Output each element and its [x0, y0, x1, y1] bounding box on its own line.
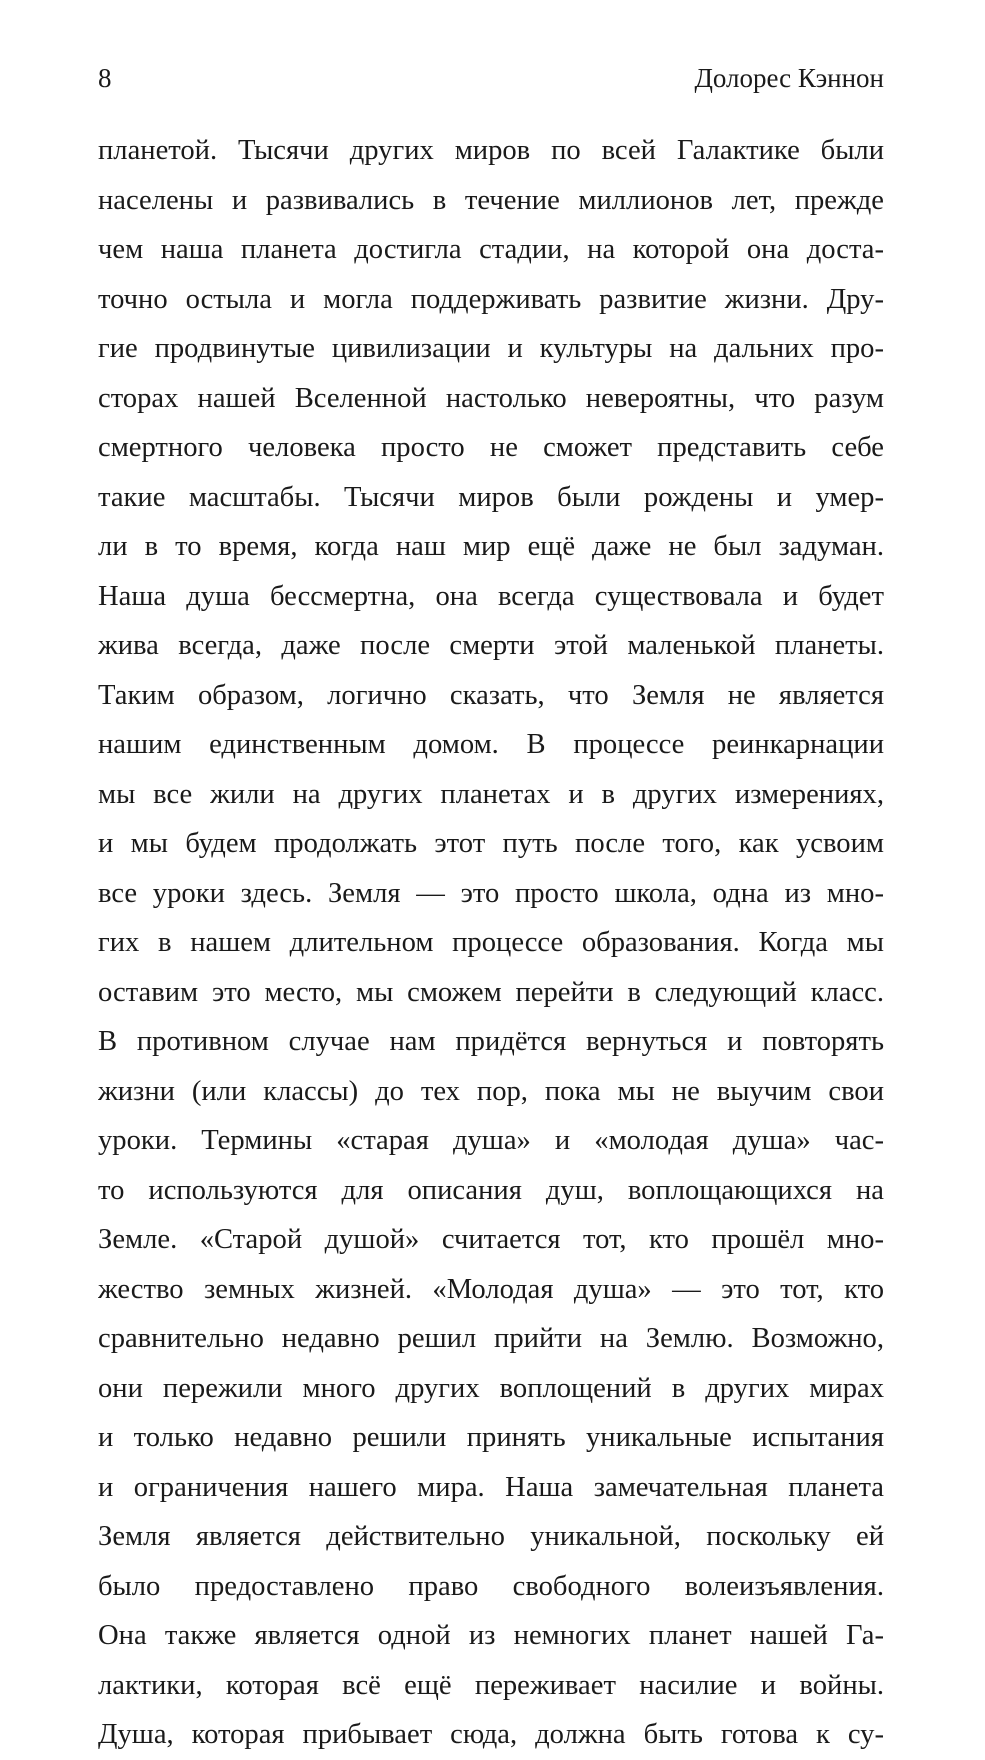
- text-line: Душа, которая прибывает сюда, должна быть готова к су-: [98, 1719, 884, 1750]
- text-line: все уроки здесь. Земля — это просто школа, одна из мно-: [98, 877, 884, 909]
- text-line: лактики, которая всё ещё переживает насилие и войны.: [98, 1669, 884, 1701]
- text-line: гих в нашем длительном процессе образования. Когда мы: [98, 927, 884, 958]
- text-line: смертного человека просто не сможет представить себе: [98, 432, 884, 463]
- text-line: Наша душа бессмертна, она всегда существовала и будет: [98, 580, 884, 612]
- text-line: было предоставлено право свободного волеизъявления.: [98, 1570, 884, 1602]
- text-line: такие масштабы. Тысячи миров были рождены и умер-: [98, 481, 884, 513]
- text-line: В противном случае нам придётся вернуться и повторять: [98, 1026, 884, 1057]
- body-text: [98, 126, 884, 1760]
- text-line: и только недавно решили принять уникальные испытания: [98, 1422, 884, 1453]
- text-line: жизни (или классы) до тех пор, пока мы не выучим свои: [98, 1075, 884, 1107]
- text-line: жива всегда, даже после смерти этой маленькой планеты.: [98, 630, 884, 661]
- text-line: жество земных жизней. «Молодая душа» — это тот, кто: [98, 1273, 884, 1305]
- text-line: чем наша планета достигла стадии, на которой она доста-: [98, 234, 884, 265]
- text-line: уроки. Термины «старая душа» и «молодая душа» час-: [98, 1125, 884, 1156]
- page-number: 8: [98, 63, 112, 93]
- text-line: Она также является одной из немногих планет нашей Га-: [98, 1620, 884, 1651]
- text-line: мы все жили на других планетах и в других измерениях,: [98, 778, 884, 810]
- text-line: и мы будем продолжать этот путь после того, как усвоим: [98, 828, 884, 859]
- text-line: планетой. Тысячи других миров по всей Галактике были: [98, 135, 884, 166]
- text-line: то используются для описания душ, воплощающихся на: [98, 1174, 884, 1206]
- running-head: [98, 58, 884, 98]
- text-line: Земля является действительно уникальной, поскольку ей: [98, 1521, 884, 1552]
- text-line: населены и развивались в течение миллионов лет, прежде: [98, 184, 884, 216]
- text-line: ли в то время, когда наш мир ещё даже не был задуман.: [98, 531, 884, 562]
- text-line: Таким образом, логично сказать, что Земля не является: [98, 679, 884, 711]
- text-line: нашим единственным домом. В процессе реинкарнации: [98, 729, 884, 760]
- text-line: сравнительно недавно решил прийти на Землю. Возможно,: [98, 1323, 884, 1354]
- text-line: точно остыла и могла поддерживать развитие жизни. Дру-: [98, 283, 884, 315]
- text-line: Земле. «Старой душой» считается тот, кто прошёл мно-: [98, 1224, 884, 1255]
- text-line: гие продвинутые цивилизации и культуры на дальних про-: [98, 333, 884, 364]
- text-line: сторах нашей Вселенной настолько невероятны, что разум: [98, 382, 884, 414]
- running-title: Долорес Кэннон: [694, 63, 884, 93]
- text-line: и ограничения нашего мира. Наша замечательная планета: [98, 1471, 884, 1503]
- text-line: оставим это место, мы сможем перейти в следующий класс.: [98, 976, 884, 1008]
- text-line: они пережили много других воплощений в других мирах: [98, 1372, 884, 1404]
